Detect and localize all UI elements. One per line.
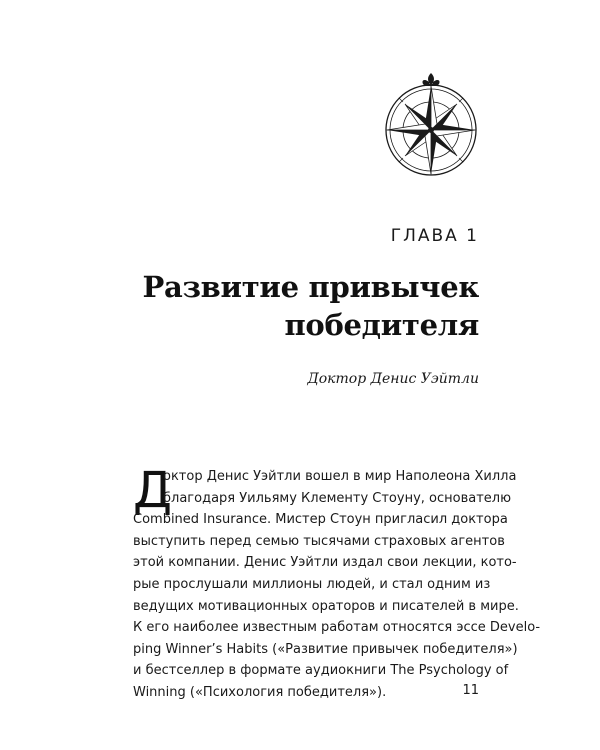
body-line: и бестселлер в формате аудиокниги The Psychology of — [133, 663, 509, 679]
body-line: К его наиболее известным работам относятся эссе Develo- — [133, 620, 541, 636]
body-line: Combined Insurance. Мистер Стоун пригласил доктора — [133, 512, 508, 528]
chapter-title-line: победителя — [284, 308, 479, 342]
compass-rose-icon — [379, 72, 483, 180]
drop-cap: Д — [133, 461, 173, 519]
page-number: 11 — [462, 683, 479, 698]
body-line: этой компании. Денис Уэйтли издал свои лекции, кото- — [133, 555, 517, 571]
body-paragraph — [133, 461, 541, 704]
body-line: Winning («Психология победителя»). — [133, 684, 387, 700]
author-byline: Доктор Денис Уэйтли — [307, 371, 479, 387]
body-line: выступить перед семью тысячами страховых агентов — [133, 533, 505, 549]
chapter-title — [99, 268, 479, 344]
body-line: благодаря Уильяму Клементу Стоуну, основателю — [163, 490, 512, 506]
body-line: рые прослушали миллионы людей, и стал одним из — [133, 576, 491, 592]
chapter-title-line: Развитие привычек — [142, 270, 479, 304]
body-line: ведущих мотивационных ораторов и писателей в мире. — [133, 598, 519, 614]
body-line: октор Денис Уэйтли вошел в мир Наполеона Хилла — [163, 469, 517, 484]
chapter-label: ГЛАВА 1 — [390, 226, 479, 246]
body-line: ping Winner’s Habits («Развитие привычек победителя») — [133, 641, 518, 657]
